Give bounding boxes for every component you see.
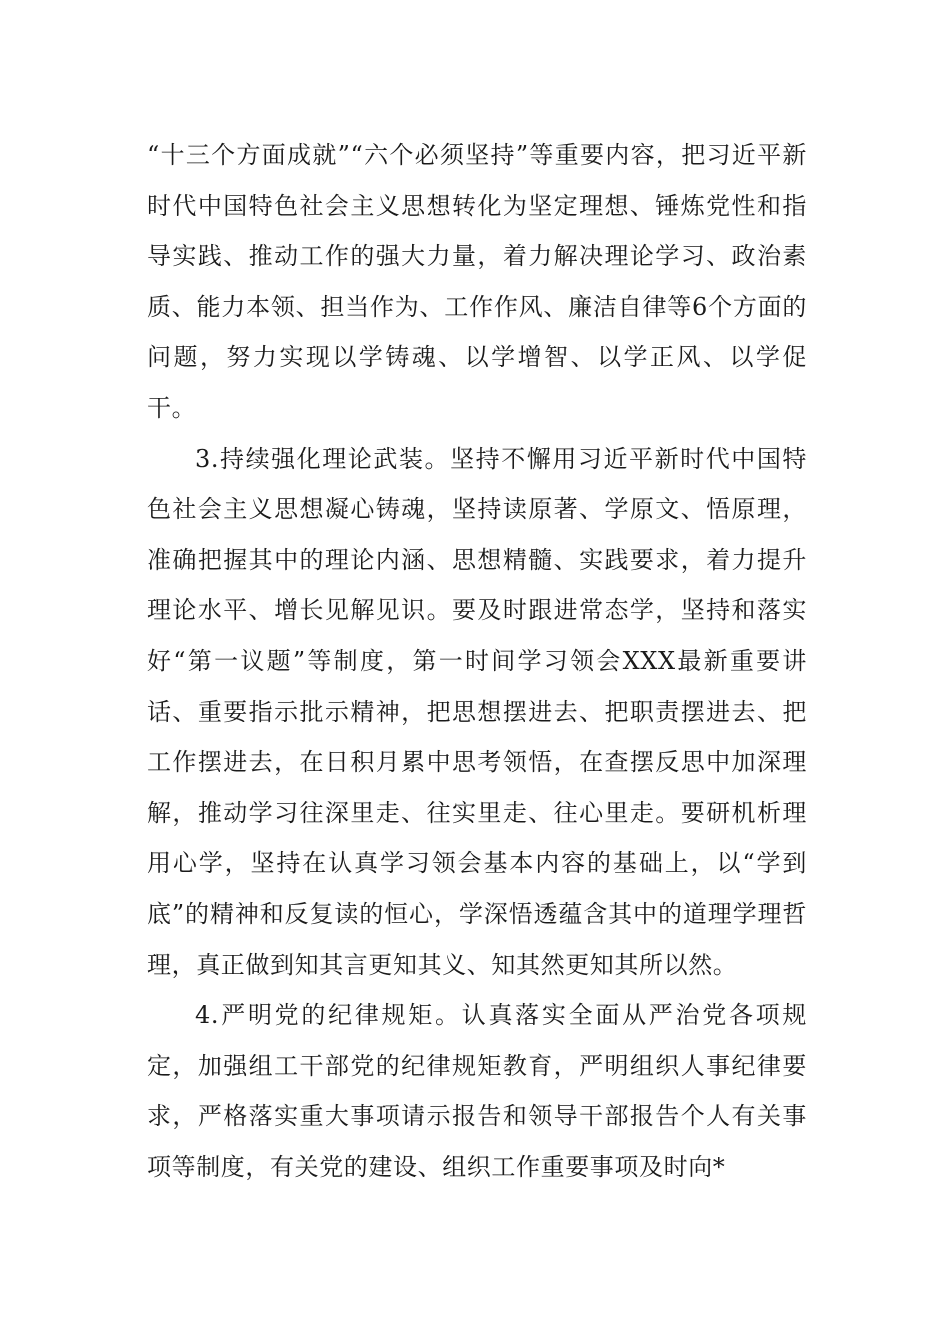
paragraph-1: “十三个方面成就”“六个必须坚持”等重要内容，把习近平新时代中国特色社会主义思想转化为坚定理想、锤炼党性和指导实践、推动工作的强大力量，着力解决理论学习、政治素质、能力本领、担当作为、工作作风、廉洁自律等6个方面的问题，努力实现以学铸魂、以学增智、以学正风、以学促干。 [147,141,807,422]
document-body [147,130,807,1192]
paragraph-3: 4.严明党的纪律规矩。认真落实全面从严治党各项规定，加强组工干部党的纪律规矩教育，严明组织人事纪律要求，严格落实重大事项请示报告和领导干部报告个人有关事项等制度，有关党的建设、组织工作重要事项及时向* [147,1001,807,1181]
paragraph-2: 3.持续强化理论武装。坚持不懈用习近平新时代中国特色社会主义思想凝心铸魂，坚持读原著、学原文、悟原理，准确把握其中的理论内涵、思想精髓、实践要求，着力提升理论水平、增长见解见识。要及时跟进常态学，坚持和落实好“第一议题”等制度，第一时间学习领会XXX最新重要讲话、重要指示批示精神，把思想摆进去、把职责摆进去、把工作摆进去，在日积月累中思考领悟，在查摆反思中加深理解，推动学习往深里走、往实里走、往心里走。要研机析理用心学，坚持在认真学习领会基本内容的基础上，以“学到底”的精神和反复读的恒心，学深悟透蕴含其中的道理学理哲理，真正做到知其言更知其义、知其然更知其所以然。 [147,444,807,979]
